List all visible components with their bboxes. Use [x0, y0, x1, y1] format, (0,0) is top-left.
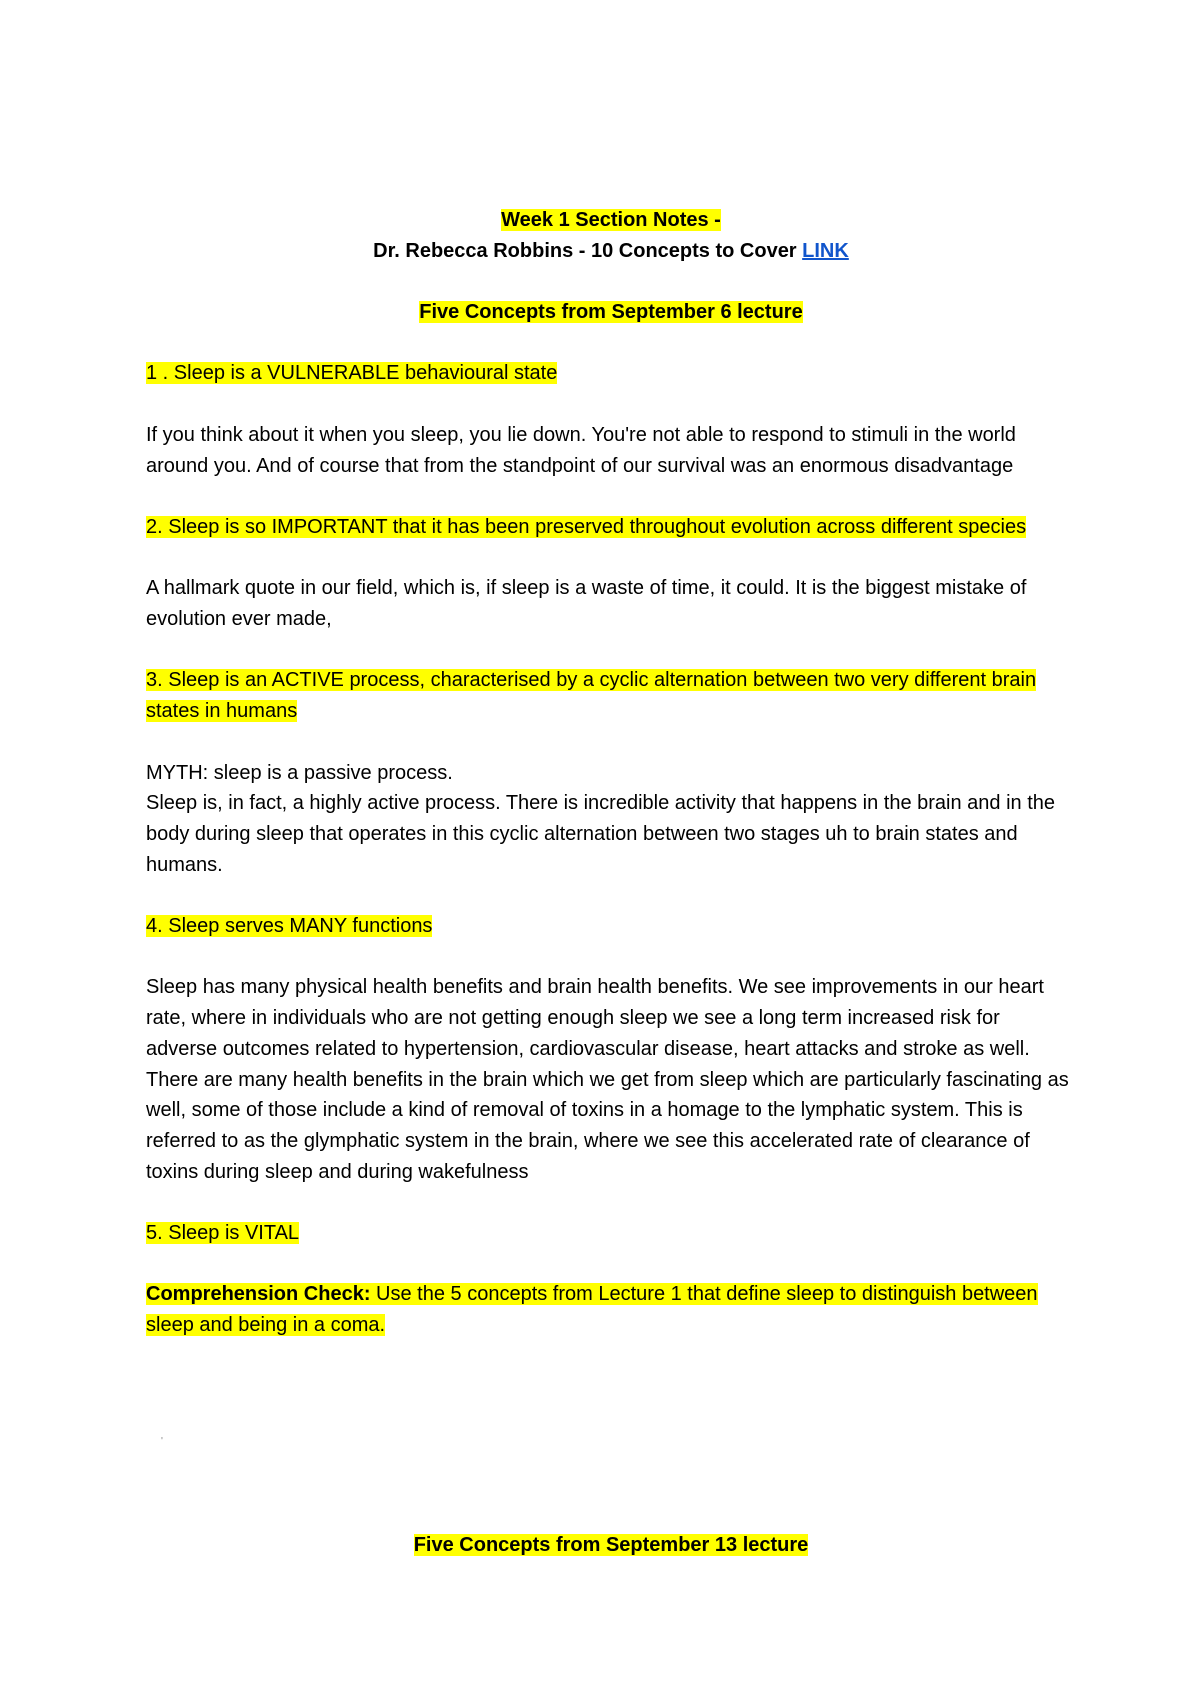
concept-5-heading-line	[146, 1218, 1076, 1249]
concept-4-heading-line	[146, 911, 1076, 942]
doc-title-line	[146, 205, 1076, 236]
concept-1-heading-line	[146, 358, 1076, 389]
concept-4-heading: 4. Sleep serves MANY functions	[146, 915, 433, 938]
concepts-link[interactable]: LINK	[802, 239, 849, 262]
concept-3-heading-line	[146, 665, 1076, 726]
stray-mark: '	[161, 1436, 163, 1447]
doc-title: Week 1 Section Notes -	[501, 209, 721, 231]
section-heading-sept6-line	[146, 297, 1076, 328]
concept-3-myth: MYTH: sleep is a passive process.	[146, 761, 453, 784]
doc-subtitle: Dr. Rebecca Robbins - 10 Concepts to Cover	[373, 239, 803, 262]
concept-2-body: A hallmark quote in our field, which is, if sleep is a waste of time, it could. It is the biggest mistake of evolution ever made,	[146, 577, 1027, 631]
comprehension-check-label: Comprehension Check:	[146, 1283, 371, 1306]
doc-subtitle-line	[146, 236, 1076, 267]
concept-3-body: Sleep is, in fact, a highly active process. There is incredible activity that happens in the brain and in the body during sleep that operates in this cyclic alternation between two stages uh to brain states and humans.	[146, 792, 1056, 876]
concept-5-heading: 5. Sleep is VITAL	[146, 1222, 300, 1245]
section-heading-sept6: Five Concepts from September 6 lecture	[419, 301, 803, 324]
concept-1-body: If you think about it when you sleep, you lie down. You're not able to respond to stimuli in the world around you. And of course that from the standpoint of our survival was an enormous disadvantage	[146, 423, 1016, 477]
section-heading-sept13: Five Concepts from September 13 lecture	[413, 1534, 809, 1556]
document-body	[146, 205, 1076, 1341]
section-heading-sept13-line	[146, 1530, 1076, 1561]
comprehension-check	[146, 1279, 1076, 1340]
concept-2-heading-line	[146, 512, 1076, 543]
concept-3-heading: 3. Sleep is an ACTIVE process, characterised by a cyclic alternation between two very different brain states in humans	[146, 669, 1037, 723]
concept-4-body: Sleep has many physical health benefits and brain health benefits. We see improvements in our heart rate, where in individuals who are not getting enough sleep we see a long term increased risk for adverse outcomes related to hypertension, cardiovascular disease, heart attacks and stroke as well. There are many health benefits in the brain which we get from sleep which are particularly fascinating as well, some of those include a kind of removal of toxins in a homage to the lymphatic system. This is referred to as the glymphatic system in the brain, where we see this accelerated rate of clearance of toxins during sleep and during wakefulness	[146, 976, 1069, 1183]
concept-1-heading: 1 . Sleep is a VULNERABLE behavioural state	[146, 362, 558, 385]
comprehension-check-text: Use the 5 concepts from Lecture 1 that define sleep to distinguish between sleep and being in a coma.	[146, 1283, 1038, 1337]
concept-2-heading: 2. Sleep is so IMPORTANT that it has been preserved throughout evolution across different species	[146, 515, 1027, 538]
